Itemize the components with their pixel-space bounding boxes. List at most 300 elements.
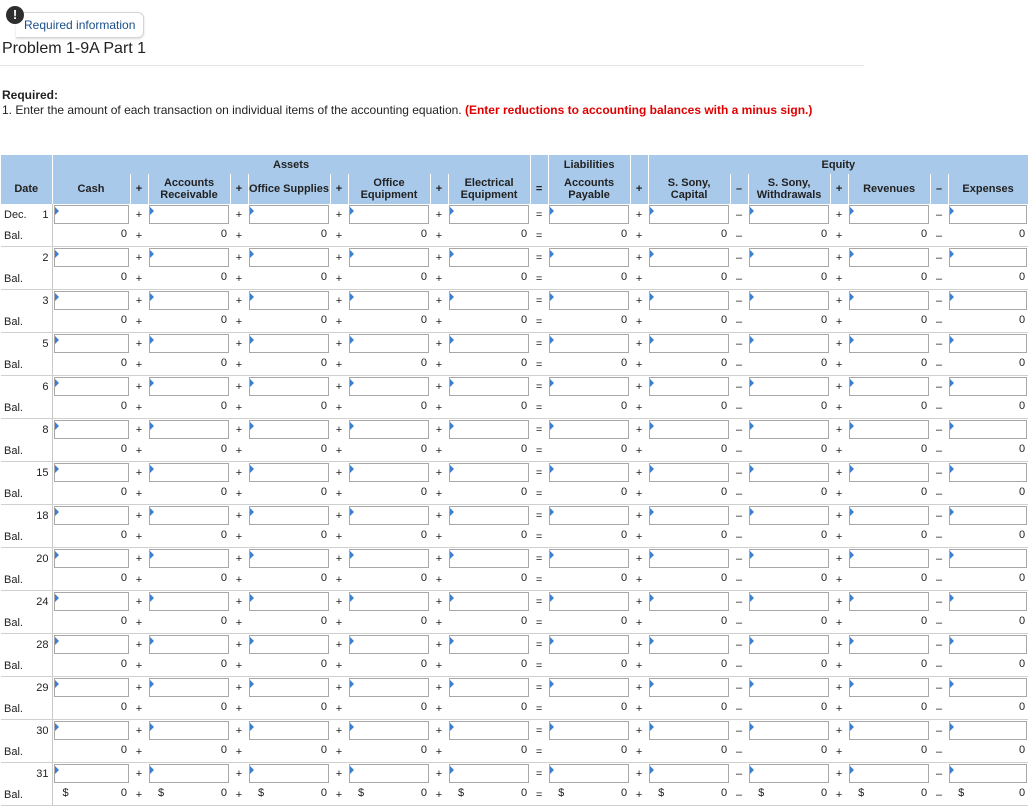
- row-operator: –: [730, 655, 748, 677]
- electrical_equipment-input[interactable]: [449, 592, 529, 611]
- capital-input[interactable]: [649, 205, 729, 224]
- withdrawals-input[interactable]: [749, 678, 829, 697]
- row-operator: –: [730, 440, 748, 462]
- balance-capital: [648, 526, 730, 548]
- row-operator: =: [530, 225, 548, 247]
- cash-input[interactable]: [54, 291, 130, 310]
- row-operator: +: [230, 784, 248, 806]
- capital-input[interactable]: [649, 764, 729, 783]
- balance-value: 0: [820, 357, 828, 369]
- balance-electrical_equipment: [448, 311, 530, 333]
- expenses-input[interactable]: [949, 205, 1027, 224]
- row-operator: +: [130, 741, 148, 763]
- accounting-equation-table: [1, 155, 1029, 806]
- capital-input[interactable]: [649, 721, 729, 740]
- revenues-input[interactable]: [849, 248, 929, 267]
- balance-label: Bal.: [1, 354, 26, 376]
- row-operator: =: [530, 612, 548, 634]
- expenses-input[interactable]: [949, 377, 1027, 396]
- row-operator: +: [230, 225, 248, 247]
- row-operator: –: [930, 268, 948, 290]
- balance-value: 0: [320, 701, 327, 713]
- cell-accounts_receivable: [148, 333, 230, 355]
- withdrawals-input[interactable]: [749, 549, 829, 568]
- input-marker-icon: [150, 250, 154, 258]
- expenses-input[interactable]: [949, 635, 1027, 654]
- transaction-row: [1, 720, 1028, 742]
- capital-input[interactable]: [649, 334, 729, 353]
- expenses-input[interactable]: [949, 506, 1027, 525]
- input-marker-icon: [450, 207, 454, 215]
- balance-accounts_payable: [548, 354, 630, 376]
- cash-input[interactable]: [54, 592, 130, 611]
- row-operator: +: [130, 526, 148, 548]
- office_supplies-input[interactable]: [249, 721, 329, 740]
- cell-office_supplies: [248, 462, 330, 484]
- cell-office_equipment: [348, 204, 430, 225]
- transaction-row: [1, 204, 1028, 225]
- cell-office_equipment: [348, 505, 430, 527]
- office_equipment-input[interactable]: [349, 420, 429, 439]
- equity-header: Equity: [648, 155, 1028, 174]
- cell-office_supplies: [248, 763, 330, 785]
- balance-accounts_payable: [548, 612, 630, 634]
- balance-cash: [52, 311, 130, 333]
- transaction-row: [1, 505, 1028, 527]
- office_equipment-input[interactable]: [349, 678, 429, 697]
- withdrawals-input[interactable]: [749, 291, 829, 310]
- liabilities-header: Liabilities: [548, 155, 630, 174]
- office_equipment-input[interactable]: [349, 549, 429, 568]
- accounts_payable-input[interactable]: [549, 248, 629, 267]
- cell-revenues: [848, 763, 930, 785]
- accounts_receivable-input[interactable]: [149, 549, 229, 568]
- cell-office_supplies: [248, 505, 330, 527]
- accounts_payable-input[interactable]: [549, 205, 629, 224]
- balance-value: 0: [820, 443, 828, 455]
- cell-cash: [52, 634, 130, 656]
- cash-input[interactable]: [54, 635, 130, 654]
- balance-value: 0: [920, 615, 928, 627]
- office_equipment-input[interactable]: [349, 463, 429, 482]
- cell-expenses: [948, 591, 1028, 613]
- accounts_receivable-input[interactable]: [149, 248, 229, 267]
- balance-value: 0: [620, 486, 628, 498]
- row-operator: –: [930, 698, 948, 720]
- input-marker-icon: [850, 551, 854, 559]
- cash-input[interactable]: [54, 248, 130, 267]
- balance-value: 0: [520, 400, 528, 412]
- cell-electrical_equipment: [448, 290, 530, 312]
- capital-input[interactable]: [649, 463, 729, 482]
- revenues-input[interactable]: [849, 420, 929, 439]
- balance-office_equipment: [348, 483, 430, 505]
- capital-input[interactable]: [649, 420, 729, 439]
- balance-electrical_equipment: [448, 354, 530, 376]
- electrical_equipment-input[interactable]: [449, 506, 529, 525]
- cell-capital: [648, 677, 730, 699]
- revenues-input[interactable]: [849, 721, 929, 740]
- row-operator: +: [230, 698, 248, 720]
- revenues-input[interactable]: [849, 291, 929, 310]
- electrical_equipment-input[interactable]: [449, 764, 529, 783]
- accounts_receivable-input[interactable]: [149, 420, 229, 439]
- balance-value: 0: [720, 443, 728, 455]
- withdrawals-input[interactable]: [749, 506, 829, 525]
- cash-input[interactable]: [54, 506, 130, 525]
- row-operator: +: [335, 595, 343, 608]
- row-operator: –: [930, 612, 948, 634]
- cell-accounts_payable: [548, 204, 630, 225]
- balance-value: 0: [820, 787, 828, 799]
- row-operator: +: [335, 208, 343, 221]
- balance-label: Bal.: [1, 225, 26, 247]
- row-operator: =: [530, 440, 548, 462]
- row-operator: +: [830, 397, 848, 419]
- row-operator: +: [330, 698, 348, 720]
- required-information-label: Required information: [16, 12, 144, 38]
- input-marker-icon: [750, 379, 754, 387]
- balance-value: 0: [920, 400, 928, 412]
- cash-input[interactable]: [54, 678, 130, 697]
- balance-electrical_equipment: [448, 655, 530, 677]
- cell-accounts_payable: [548, 677, 630, 699]
- expenses-input[interactable]: [949, 592, 1027, 611]
- balance-value: 0: [720, 529, 728, 541]
- input-marker-icon: [950, 680, 954, 688]
- revenues-input[interactable]: [849, 334, 929, 353]
- input-marker-icon: [450, 336, 454, 344]
- cell-accounts_payable: [548, 763, 630, 785]
- accounts_receivable-input[interactable]: [149, 334, 229, 353]
- electrical_equipment-input[interactable]: [449, 678, 529, 697]
- balance-withdrawals: [748, 526, 830, 548]
- office_supplies-input[interactable]: [249, 377, 329, 396]
- electrical_equipment-input[interactable]: [449, 205, 529, 224]
- accounts_payable-input[interactable]: [549, 377, 629, 396]
- input-marker-icon: [850, 680, 854, 688]
- balance-value: 0: [220, 271, 227, 283]
- revenues-input[interactable]: [849, 592, 929, 611]
- balance-value: 0: [720, 486, 728, 498]
- transaction-day: 5: [26, 333, 52, 355]
- revenues-input[interactable]: [849, 205, 929, 224]
- date-blank: [26, 655, 52, 677]
- expenses-input[interactable]: [949, 334, 1027, 353]
- expenses-input[interactable]: [949, 764, 1027, 783]
- office_supplies-input[interactable]: [249, 420, 329, 439]
- capital-input[interactable]: [649, 678, 729, 697]
- balance-value: 0: [320, 615, 327, 627]
- capital-input[interactable]: [649, 248, 729, 267]
- balance-electrical_equipment: [448, 526, 530, 548]
- balance-value: 0: [320, 572, 327, 584]
- cash-input[interactable]: [54, 764, 130, 783]
- row-operator: +: [430, 311, 448, 333]
- capital-input[interactable]: [649, 377, 729, 396]
- withdrawals-input[interactable]: [749, 334, 829, 353]
- cash-input[interactable]: [54, 377, 130, 396]
- balance-value: 0: [620, 443, 628, 455]
- balance-value: 0: [420, 400, 427, 412]
- office_equipment-input[interactable]: [349, 291, 429, 310]
- withdrawals-input[interactable]: [749, 248, 829, 267]
- balance-value: 0: [320, 314, 327, 326]
- withdrawals-input[interactable]: [749, 721, 829, 740]
- accounts_payable-input[interactable]: [549, 420, 629, 439]
- date-blank: [26, 483, 52, 505]
- row-operator: +: [135, 767, 143, 780]
- balance-electrical_equipment: [448, 483, 530, 505]
- capital-input[interactable]: [649, 506, 729, 525]
- accounts_payable-input[interactable]: [549, 549, 629, 568]
- office_equipment-input[interactable]: [349, 721, 429, 740]
- cell-office_equipment: [348, 419, 430, 441]
- balance-value: 0: [420, 744, 427, 756]
- date-blank: [26, 698, 52, 720]
- balance-accounts_payable: [548, 397, 630, 419]
- accounts_payable-input[interactable]: [549, 592, 629, 611]
- cash-input[interactable]: [54, 721, 130, 740]
- cell-accounts_receivable: [148, 677, 230, 699]
- accounts_payable-input[interactable]: [549, 291, 629, 310]
- electrical_equipment-input[interactable]: [449, 420, 529, 439]
- cell-accounts_receivable: [148, 462, 230, 484]
- capital-input[interactable]: [649, 549, 729, 568]
- office_supplies-input[interactable]: [249, 463, 329, 482]
- cell-capital: [648, 548, 730, 570]
- expenses-input[interactable]: [949, 678, 1027, 697]
- input-marker-icon: [950, 723, 954, 731]
- accounts_payable-input[interactable]: [549, 463, 629, 482]
- accounts_receivable-input[interactable]: [149, 764, 229, 783]
- row-operator: +: [330, 440, 348, 462]
- accounts_payable-input[interactable]: [549, 678, 629, 697]
- row-operator: –: [936, 337, 943, 350]
- office_supplies-input[interactable]: [249, 678, 329, 697]
- row-operator: =: [535, 251, 543, 264]
- electrical_equipment-input[interactable]: [449, 463, 529, 482]
- office_equipment-input[interactable]: [349, 248, 429, 267]
- office_supplies-input[interactable]: [249, 592, 329, 611]
- balance-cash: [52, 268, 130, 290]
- balance-label: Bal.: [1, 741, 26, 763]
- office_supplies-input[interactable]: [249, 764, 329, 783]
- currency-symbol: $: [558, 787, 565, 799]
- cash-input[interactable]: [54, 205, 130, 224]
- cell-electrical_equipment: [448, 204, 530, 225]
- accounts_receivable-input[interactable]: [149, 635, 229, 654]
- withdrawals-input[interactable]: [749, 635, 829, 654]
- row-operator: =: [535, 337, 543, 350]
- office_equipment-input[interactable]: [349, 377, 429, 396]
- balance-expenses: [948, 268, 1028, 290]
- input-marker-icon: [150, 508, 154, 516]
- balance-accounts_payable: [548, 225, 630, 247]
- revenues-input[interactable]: [849, 635, 929, 654]
- accounts_receivable-input[interactable]: [149, 377, 229, 396]
- row-operator: +: [435, 423, 443, 436]
- cash-input[interactable]: [54, 420, 130, 439]
- office_supplies-input[interactable]: [249, 291, 329, 310]
- row-operator: +: [835, 595, 843, 608]
- balance-withdrawals: [748, 569, 830, 591]
- balance-revenues: [848, 225, 930, 247]
- electrical_equipment-input[interactable]: [449, 291, 529, 310]
- accounts_payable-input[interactable]: [549, 635, 629, 654]
- accounts_receivable-input[interactable]: [149, 678, 229, 697]
- revenues-input[interactable]: [849, 377, 929, 396]
- accounts_receivable-input[interactable]: [149, 721, 229, 740]
- withdrawals-input[interactable]: [749, 764, 829, 783]
- withdrawals-input[interactable]: [749, 463, 829, 482]
- row-operator: –: [930, 225, 948, 247]
- transaction-row: [1, 677, 1028, 699]
- accounts_payable-input[interactable]: [549, 721, 629, 740]
- withdrawals-input[interactable]: [749, 377, 829, 396]
- cash-input[interactable]: [54, 549, 130, 568]
- balance-value: 0: [620, 529, 628, 541]
- date-blank: [1, 505, 26, 527]
- row-operator: =: [530, 483, 548, 505]
- electrical_equipment-input[interactable]: [449, 377, 529, 396]
- row-operator: =: [530, 655, 548, 677]
- balance-value: 0: [120, 314, 127, 326]
- office_supplies-input[interactable]: [249, 248, 329, 267]
- date-blank: [1, 376, 26, 398]
- accounts_payable-input[interactable]: [549, 506, 629, 525]
- cell-office_equipment: [348, 333, 430, 355]
- cell-office_supplies: [248, 548, 330, 570]
- accounts_receivable-input[interactable]: [149, 205, 229, 224]
- electrical_equipment-input[interactable]: [449, 334, 529, 353]
- office_supplies-input[interactable]: [249, 549, 329, 568]
- office_supplies-input[interactable]: [249, 334, 329, 353]
- revenues-input[interactable]: [849, 506, 929, 525]
- balance-accounts_payable: [548, 268, 630, 290]
- cell-expenses: [948, 247, 1028, 269]
- exclamation-icon: !: [6, 6, 24, 24]
- balance-value: 0: [520, 357, 528, 369]
- revenues-input[interactable]: [849, 549, 929, 568]
- cell-expenses: [948, 677, 1028, 699]
- input-marker-icon: [250, 594, 254, 602]
- cell-expenses: [948, 419, 1028, 441]
- electrical_equipment-input[interactable]: [449, 549, 529, 568]
- capital-input[interactable]: [649, 592, 729, 611]
- date-blank: [1, 548, 26, 570]
- transaction-row: [1, 290, 1028, 312]
- input-marker-icon: [450, 680, 454, 688]
- accounts_payable-input[interactable]: [549, 334, 629, 353]
- row-operator: +: [835, 380, 843, 393]
- capital-input[interactable]: [649, 635, 729, 654]
- balance-capital: [648, 268, 730, 290]
- expenses-input[interactable]: [949, 420, 1027, 439]
- row-operator: +: [435, 638, 443, 651]
- row-operator: –: [936, 380, 943, 393]
- row-operator: +: [630, 311, 648, 333]
- office_equipment-input[interactable]: [349, 334, 429, 353]
- revenues-input[interactable]: [849, 764, 929, 783]
- balance-value: 0: [320, 658, 327, 670]
- expenses-input[interactable]: [949, 463, 1027, 482]
- transaction-day: 31: [26, 763, 52, 785]
- balance-capital: [648, 440, 730, 462]
- row-operator: +: [135, 681, 143, 694]
- cell-electrical_equipment: [448, 419, 530, 441]
- date-blank: [26, 440, 52, 462]
- row-operator: =: [530, 784, 548, 806]
- office_equipment-input[interactable]: [349, 635, 429, 654]
- input-marker-icon: [850, 422, 854, 430]
- cell-withdrawals: [748, 720, 830, 742]
- withdrawals-input[interactable]: [749, 592, 829, 611]
- balance-value: 0: [1018, 615, 1026, 627]
- office_equipment-input[interactable]: [349, 592, 429, 611]
- balance-row: [1, 569, 1028, 591]
- accounts_payable-input[interactable]: [549, 764, 629, 783]
- cash-input[interactable]: [54, 463, 130, 482]
- problem-title: Problem 1-9A Part 1: [2, 40, 147, 57]
- electrical_equipment-input[interactable]: [449, 248, 529, 267]
- electrical_equipment-input[interactable]: [449, 721, 529, 740]
- cash-input[interactable]: [54, 334, 130, 353]
- accounts_receivable-input[interactable]: [149, 291, 229, 310]
- balance-label: Bal.: [1, 526, 26, 548]
- cell-office_supplies: [248, 290, 330, 312]
- electrical_equipment-input[interactable]: [449, 635, 529, 654]
- office_supplies-input[interactable]: [249, 205, 329, 224]
- accounts_receivable-input[interactable]: [149, 592, 229, 611]
- row-operator: +: [435, 208, 443, 221]
- balance-capital: [648, 311, 730, 333]
- balance-office_equipment: [348, 397, 430, 419]
- office_supplies-input[interactable]: [249, 506, 329, 525]
- row-operator: –: [730, 268, 748, 290]
- row-operator: +: [830, 440, 848, 462]
- cell-office_equipment: [348, 763, 430, 785]
- withdrawals-input[interactable]: [749, 420, 829, 439]
- balance-accounts_receivable: [148, 354, 230, 376]
- row-operator: +: [430, 225, 448, 247]
- cell-capital: [648, 634, 730, 656]
- balance-value: 0: [320, 400, 327, 412]
- balance-revenues: [848, 741, 930, 763]
- office_equipment-input[interactable]: [349, 205, 429, 224]
- accounts_receivable-input[interactable]: [149, 506, 229, 525]
- expenses-input[interactable]: [949, 721, 1027, 740]
- office_equipment-input[interactable]: [349, 764, 429, 783]
- office_equipment-input[interactable]: [349, 506, 429, 525]
- revenues-input[interactable]: [849, 678, 929, 697]
- cell-accounts_payable: [548, 634, 630, 656]
- withdrawals-input[interactable]: [749, 205, 829, 224]
- expenses-input[interactable]: [949, 248, 1027, 267]
- date-header: Date: [1, 174, 52, 204]
- transaction-row: [1, 591, 1028, 613]
- office_supplies-input[interactable]: [249, 635, 329, 654]
- revenues-input[interactable]: [849, 463, 929, 482]
- expenses-input[interactable]: [949, 549, 1027, 568]
- capital-input[interactable]: [649, 291, 729, 310]
- input-marker-icon: [750, 766, 754, 774]
- date-blank: [1, 290, 26, 312]
- cell-capital: [648, 505, 730, 527]
- expenses-input[interactable]: [949, 291, 1027, 310]
- balance-office_supplies: [248, 483, 330, 505]
- accounts_receivable-input[interactable]: [149, 463, 229, 482]
